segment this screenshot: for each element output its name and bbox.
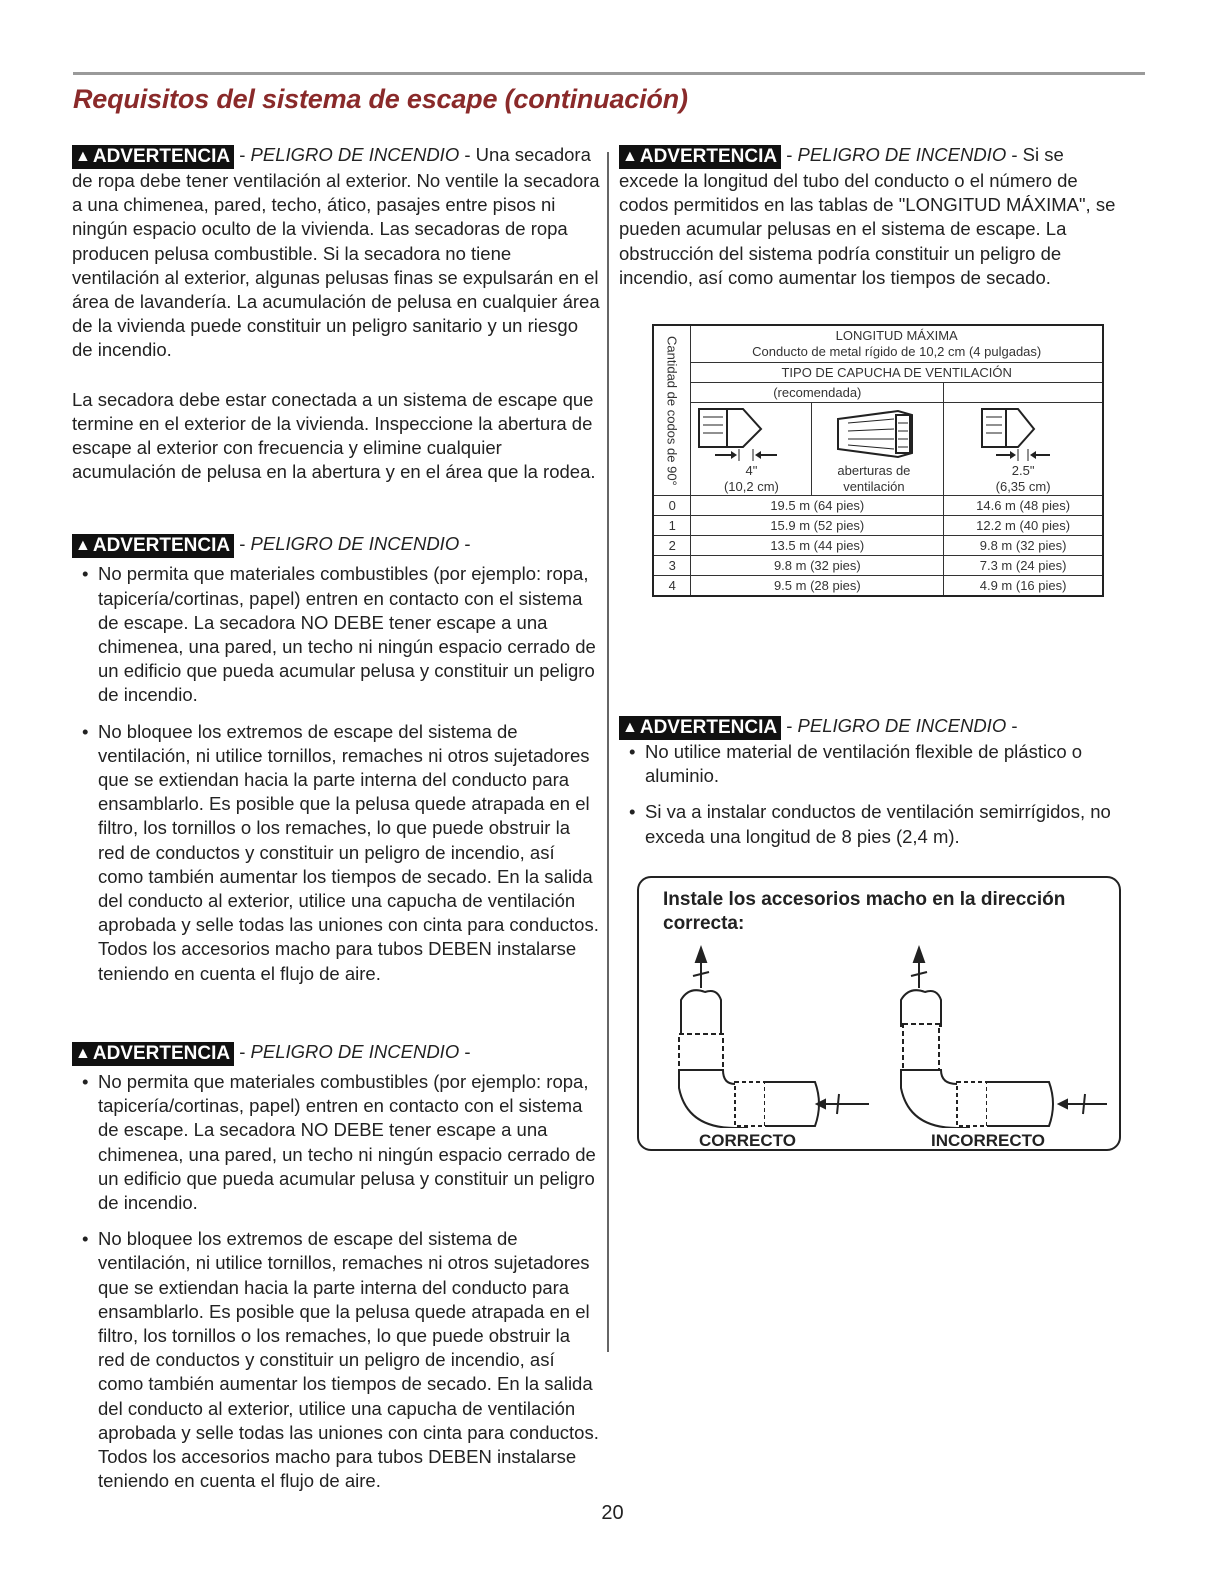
hazard-label: PELIGRO DE INCENDIO xyxy=(797,144,1007,165)
list-item: • No permita que materiales combustibles (por ejemplo: ropa, tapicería/cortinas, papel) entren en contacto con el sistema de escape. La secadora NO DEBE tener escape a una chimenea, una pared, un techo ni ningún espacio cerrado de un edificio que pueda acumular pelusa y constituir un peligro de incendio. xyxy=(82,563,596,706)
warning-badge xyxy=(72,145,234,169)
warning-text: Si se excede la longitud del tubo del conducto o el número de codos permitidos en las tablas de "LONGITUD MÁXIMA", se pueden acumular pelusas en el sistema de escape. La obstrucción del sistema podría constituir un peligro de incendio, así como aumentar los tiempos de secado. xyxy=(619,144,1116,288)
table-recommended-label: (recomendada) xyxy=(691,383,944,403)
hood-cell-small xyxy=(944,403,1103,496)
hood3-size-metric: (6,35 cm) xyxy=(995,479,1051,494)
elbows-cell: 3 xyxy=(653,556,691,576)
max-length-table xyxy=(652,324,1104,597)
correct-elbow-icon xyxy=(679,948,869,1128)
hood3-size: 2.5" xyxy=(1011,463,1035,478)
warning-badge xyxy=(619,716,781,740)
install-direction-box xyxy=(637,876,1121,1151)
list-item-text: No utilice material de ventilación flexible de plástico o aluminio. xyxy=(645,741,1083,787)
louvered-hood-small-icon xyxy=(948,403,1098,463)
box-hood-icon xyxy=(812,403,935,463)
column-divider xyxy=(607,152,609,1352)
list-item-text: Si va a instalar conductos de ventilación semirrígidos, no exceda una longitud de 8 pies (2,4 m). xyxy=(645,801,1111,847)
left-column xyxy=(72,143,600,1505)
hood-cell-recommended xyxy=(691,403,944,496)
elbows-cell: 1 xyxy=(653,516,691,536)
page-title: Requisitos del sistema de escape (continuación) xyxy=(73,84,688,114)
signal-word: ADVERTENCIA xyxy=(92,146,231,167)
warning-right-2-header: ▲ ADVERTENCIA - PELIGRO DE INCENDIO - xyxy=(619,714,1119,740)
signal-word: ADVERTENCIA xyxy=(92,535,231,557)
top-rule xyxy=(73,72,1145,75)
duct-elbow-diagram xyxy=(639,878,1119,1128)
warning-badge xyxy=(72,1042,234,1066)
table-row xyxy=(653,516,1103,536)
table-row xyxy=(653,576,1103,597)
list-item: • Si va a instalar conductos de ventilación semirrígidos, no exceda una longitud de 8 pies (2,4 m). xyxy=(629,801,1111,847)
length-cell: 9.8 m (32 pies) xyxy=(691,556,944,576)
exhaust-paragraph: La secadora debe estar conectada a un sistema de escape que termine en el exterior de la vivienda. Inspeccione la abertura de escape al exterior con frecuencia y elimine cualquier acumulación de pelusa en la abertura y en el área que la rodea. xyxy=(72,388,596,483)
warning-badge xyxy=(619,145,781,169)
list-item-text: No permita que materiales combustibles (por ejemplo: ropa, tapicería/cortinas, papel) entren en contacto con el sistema de escape. La secadora NO DEBE tener escape a una chimenea, una pared, un techo ni ningún espacio cerrado de un edificio que pueda acumular pelusa y constituir un peligro de incendio. xyxy=(98,1070,596,1213)
warning-block-right-2 xyxy=(619,714,1119,861)
table-row xyxy=(653,536,1103,556)
length-cell: 13.5 m (44 pies) xyxy=(691,536,944,556)
install-box-title: Instale los accesorios macho en la dirección correcta: xyxy=(663,889,1066,934)
warning-triangle-icon: ▲ xyxy=(75,148,91,165)
table-header-title: LONGITUD MÁXIMA xyxy=(835,328,958,343)
list-item: • No permita que materiales combustibles (por ejemplo: ropa, tapicería/cortinas, papel) entren en contacto con el sistema de escape. La secadora NO DEBE tener escape a una chimenea, una pared, un techo ni ningún espacio cerrado de un edificio que pueda acumular pelusa y constituir un peligro de incendio. xyxy=(82,1070,596,1213)
warning-right-2-list xyxy=(619,740,1119,849)
length-cell: 15.9 m (52 pies) xyxy=(691,516,944,536)
length-cell: 4.9 m (16 pies) xyxy=(944,576,1103,597)
length-cell: 12.2 m (40 pies) xyxy=(944,516,1103,536)
hazard-label: PELIGRO DE INCENDIO xyxy=(250,533,460,555)
incorrect-label: INCORRECTO xyxy=(931,1131,1045,1150)
incorrect-elbow-icon xyxy=(901,948,1107,1128)
right-column xyxy=(619,143,1119,290)
elbows-cell: 0 xyxy=(653,496,691,516)
elbows-cell: 2 xyxy=(653,536,691,556)
warning-3-list xyxy=(72,1070,600,1493)
table-row xyxy=(653,496,1103,516)
list-item: • No bloquee los extremos de escape del sistema de ventilación, ni utilice tornillos, remaches ni otros sujetadores que se extiendan hacia la parte interna del conducto para ensamblarlo. Es posible que la pelusa quede atrapada en el filtro, los tornillos o los remaches, lo que puede obstruir la red de conductos y constituir un peligro de incendio, así como también aumentar los tiempos de secado. En la salida del conducto al exterior, utilice una capucha de ventilación aprobada y selle todas las uniones con cinta para conductos. Todos los accesorios macho para tubos DEBEN instalarse teniendo en cuenta el flujo de aire. xyxy=(82,1228,599,1492)
signal-word: ADVERTENCIA xyxy=(639,146,778,167)
length-cell: 9.8 m (32 pies) xyxy=(944,536,1103,556)
warning-triangle-icon: ▲ xyxy=(75,537,91,555)
hood1-size: 4" xyxy=(745,463,758,478)
table-header-max-length xyxy=(691,325,1103,363)
table-empty-cell xyxy=(944,383,1103,403)
elbows-cell: 4 xyxy=(653,576,691,597)
length-cell: 9.5 m (28 pies) xyxy=(691,576,944,597)
correct-label: CORRECTO xyxy=(699,1131,796,1150)
list-item-text: No permita que materiales combustibles (por ejemplo: ropa, tapicería/cortinas, papel) entren en contacto con el sistema de escape. La secadora NO DEBE tener escape a una chimenea, una pared, un techo ni ningún espacio cerrado de un edificio que pueda acumular pelusa y constituir un peligro de incendio. xyxy=(98,563,596,706)
warning-block-right-1: ▲ ADVERTENCIA - PELIGRO DE INCENDIO - Si se excede la longitud del tubo del conducto o el número de codos permitidos en las tablas de "LONGITUD MÁXIMA", se pueden acumular pelusas en el sistema de escape. La obstrucción del sistema podría constituir un peligro de incendio, así como aumentar los tiempos de secado. xyxy=(619,144,1116,288)
warning-block-3-header: ▲ ADVERTENCIA - PELIGRO DE INCENDIO - xyxy=(72,1040,600,1066)
hazard-label: PELIGRO DE INCENDIO xyxy=(797,715,1007,736)
hood2-label-2: ventilación xyxy=(843,479,905,494)
hazard-label: PELIGRO DE INCENDIO xyxy=(250,144,460,165)
louvered-hood-icon xyxy=(691,403,811,463)
length-cell: 14.6 m (48 pies) xyxy=(944,496,1103,516)
list-item-text: No bloquee los extremos de escape del sistema de ventilación, ni utilice tornillos, remaches ni otros sujetadores que se extiendan hacia la parte interna del conducto para ensamblarlo. Es posible que la pelusa quede atrapada en el filtro, los tornillos o los remaches, lo que puede obstruir la red de conductos y constituir un peligro de incendio, así como también aumentar los tiempos de secado. En la salida del conducto al exterior, utilice una capucha de ventilación aprobada y selle todas las uniones con cinta para conductos. Todos los accesorios macho para tubos DEBEN instalarse teniendo en cuenta el flujo de aire. xyxy=(98,720,599,984)
warning-triangle-icon: ▲ xyxy=(75,1044,91,1062)
warning-triangle-icon: ▲ xyxy=(622,719,638,736)
table-header-hood-type: TIPO DE CAPUCHA DE VENTILACIÓN xyxy=(691,363,1103,383)
list-item: • No utilice material de ventilación flexible de plástico o aluminio. xyxy=(629,741,1083,787)
hazard-label: PELIGRO DE INCENDIO xyxy=(250,1040,460,1062)
length-cell: 7.3 m (24 pies) xyxy=(944,556,1103,576)
signal-word: ADVERTENCIA xyxy=(639,717,778,738)
warning-badge xyxy=(72,534,234,558)
hood1-size-metric: (10,2 cm) xyxy=(723,479,779,494)
warning-text: Una secadora de ropa debe tener ventilación al exterior. No ventile la secadora a una chimenea, pared, techo, ático, pasajes entre pisos ni ningún espacio oculto de la vivienda. Las secadoras de ropa producen pelusa combustible. Si la secadora no tiene ventilación al exterior, algunas pelusas finas se expulsarán en el área de lavandería. La acumulación de pelusa en cualquier área de la vivienda puede constituir un peligro sanitario y un riesgo de incendio. xyxy=(72,144,600,361)
warning-block-1: ▲ ADVERTENCIA - PELIGRO DE INCENDIO - Una secadora de ropa debe tener ventilación al exterior. No ventile la secadora a una chimenea, pared, techo, ático, pasajes entre pisos ni ningún espacio oculto de la vivienda. Las secadoras de ropa producen pelusa combustible. Si la secadora no tiene ventilación al exterior, algunas pelusas finas se expulsarán en el área de lavandería. La acumulación de pelusa en cualquier área de la vivienda puede constituir un peligro sanitario y un riesgo de incendio. xyxy=(72,144,600,361)
length-cell: 19.5 m (64 pies) xyxy=(691,496,944,516)
warning-triangle-icon: ▲ xyxy=(622,148,638,165)
warning-block-2-header: ▲ ADVERTENCIA - PELIGRO DE INCENDIO - xyxy=(72,532,600,558)
table-header-subtitle: Conducto de metal rígido de 10,2 cm (4 pulgadas) xyxy=(752,344,1042,359)
list-item: • No bloquee los extremos de escape del sistema de ventilación, ni utilice tornillos, remaches ni otros sujetadores que se extiendan hacia la parte interna del conducto para ensamblarlo. Es posible que la pelusa quede atrapada en el filtro, los tornillos o los remaches, lo que puede obstruir la red de conductos y constituir un peligro de incendio, así como también aumentar los tiempos de secado. En la salida del conducto al exterior, utilice una capucha de ventilación aprobada y selle todas las uniones con cinta para conductos. Todos los accesorios macho para tubos DEBEN instalarse teniendo en cuenta el flujo de aire. xyxy=(82,720,599,984)
hood2-label: aberturas de xyxy=(837,463,911,478)
signal-word: ADVERTENCIA xyxy=(92,1042,231,1064)
elbows-column-label: Cantidad de codos de 90° xyxy=(653,325,691,496)
warning-2-list xyxy=(72,562,600,985)
list-item-text: No bloquee los extremos de escape del sistema de ventilación, ni utilice tornillos, remaches ni otros sujetadores que se extiendan hacia la parte interna del conducto para ensamblarlo. Es posible que la pelusa quede atrapada en el filtro, los tornillos o los remaches, lo que puede obstruir la red de conductos y constituir un peligro de incendio, así como también aumentar los tiempos de secado. En la salida del conducto al exterior, utilice una capucha de ventilación aprobada y selle todas las uniones con cinta para conductos. Todos los accesorios macho para tubos DEBEN instalarse teniendo en cuenta el flujo de aire. xyxy=(98,1228,599,1492)
table-row xyxy=(653,556,1103,576)
page-number: 20 xyxy=(601,1502,624,1524)
